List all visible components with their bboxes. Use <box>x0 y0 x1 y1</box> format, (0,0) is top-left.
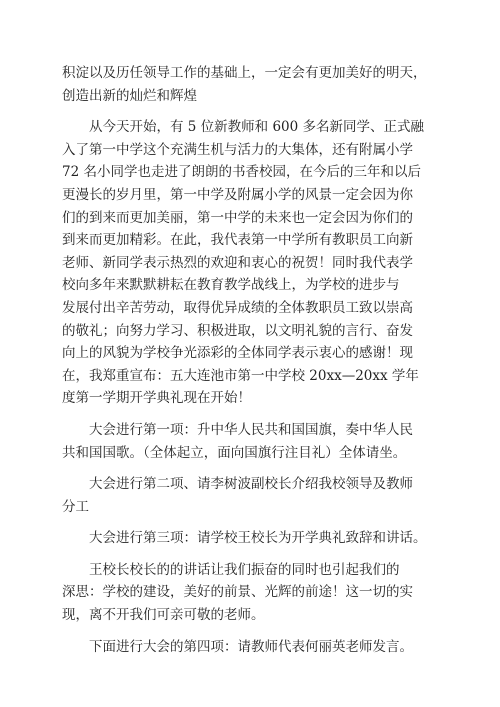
paragraph-item-four <box>62 636 442 659</box>
text-line: 王校长校长的的讲话让我们振奋的同时也引起我们的 <box>89 561 400 578</box>
paragraph-item-one <box>62 419 442 464</box>
text-line: 的敬礼；向努力学习、积极进取，以文明礼貌的言行、奋发 <box>62 322 413 339</box>
paragraph-welcome <box>62 116 442 410</box>
text-line: 老师、新同学表示热烈的欢迎和衷心的祝贺！同时我代表学 <box>62 254 413 271</box>
text-line: 在，我郑重宣布：五大连池市第一中学校 20xx—20xx 学年 <box>62 367 419 384</box>
text-line: 72 名小同学也走进了朗朗的书香校园，在今后的三年和以后 <box>62 164 421 181</box>
document-body <box>62 62 442 658</box>
text-line: 向上的风貌为学校争光添彩的全体同学表示衷心的感谢！现 <box>62 345 413 362</box>
text-line: 深思：学校的建设，美好的前景、光辉的前途！这一切的实 <box>62 584 413 601</box>
text-line: 大会进行第一项：升中华人民共和国国旗，奏中华人民 <box>89 421 413 438</box>
text-line: 入了第一中学这个充满生机与活力的大集体，还有附属小学 <box>62 141 413 158</box>
text-line: 创造出新的灿烂和辉煌 <box>62 87 197 104</box>
text-line: 发展付出辛苦劳动，取得优异成绩的全体教职员工致以崇高 <box>62 299 413 316</box>
text-line: 度第一学期开学典礼现在开始！ <box>62 390 251 407</box>
text-line: 积淀以及历任领导工作的基础上，一定会有更加美好的明天， <box>62 65 427 81</box>
text-line: 大会进行第二项、请李树波副校长介绍我校领导及教师 <box>89 476 413 493</box>
text-line: 从今天开始，有 5 位新教师和 600 多名新同学、正式融 <box>89 119 425 136</box>
text-line: 下面进行大会的第四项：请教师代表何丽英老师发言。 <box>89 638 413 655</box>
text-line: 到来而更加精彩。在此，我代表第一中学所有教职员工向新 <box>62 232 413 249</box>
text-line: 更漫长的岁月里，第一中学及附属小学的风景一定会因为你 <box>62 186 413 203</box>
text-line: 共和国国歌。（全体起立，面向国旗行注目礼）全体请坐。 <box>62 444 407 461</box>
text-line: 们的到来而更加美丽，第一中学的未来也一定会因为你们的 <box>62 209 413 226</box>
paragraph-principal-speech <box>62 559 442 627</box>
text-line: 现，离不开我们可亲可敬的老师。 <box>62 607 265 624</box>
paragraph-item-three <box>62 527 442 550</box>
paragraph-item-two <box>62 473 442 518</box>
text-line: 校向多年来默默耕耘在教育教学战线上，为学校的进步与 <box>62 277 400 294</box>
paragraph-closing-foundation <box>62 62 442 107</box>
text-line: 大会进行第三项：请学校王校长为开学典礼致辞和讲话。 <box>89 530 427 547</box>
text-line: 分工 <box>62 498 89 515</box>
